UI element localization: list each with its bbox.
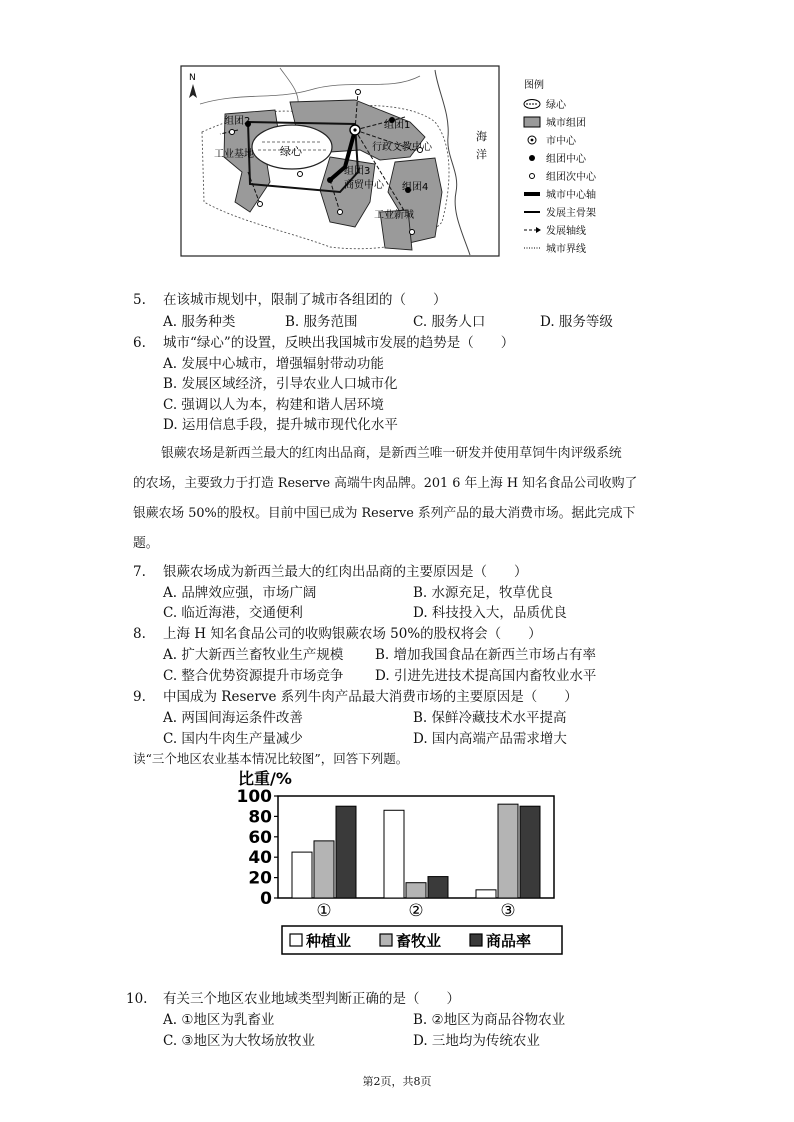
question-9-stem: 9. 中国成为 Reserve 系列牛肉产品最大消费市场的主要原因是（ ）: [133, 689, 578, 705]
label-group-3: 组团3: [344, 166, 371, 177]
bar-3-1: [476, 890, 496, 898]
q5-option-a[interactable]: A. 服务种类: [163, 314, 236, 330]
y-tick-label: 60: [248, 827, 272, 848]
legend-item: 城市组团: [546, 118, 586, 129]
q8-option-a[interactable]: A. 扩大新西兰畜牧业生产规模: [163, 647, 344, 663]
q5-option-d[interactable]: D. 服务等级: [540, 314, 613, 330]
y-axis-label: 比重/%: [238, 769, 292, 788]
legend-swatch-1: [290, 934, 302, 946]
y-tick-label: 100: [236, 787, 272, 807]
q10-option-b[interactable]: B. ②地区为商品谷物农业: [413, 1012, 566, 1028]
question-8-stem: 8. 上海 H 知名食品公司的收购银蕨农场 50%的股权将会（ ）: [133, 626, 542, 642]
group-subcenter-marker: [298, 172, 303, 177]
q6-option-b[interactable]: B. 发展区域经济，引导农业人口城市化: [163, 376, 398, 392]
label-industrial-base: 工业基地: [214, 149, 254, 160]
group-subcenter-marker: [230, 130, 235, 135]
legend-subcenter-icon: [530, 174, 535, 179]
reading-passage: 银蕨农场是新西兰最大的红肉出品商，是新西兰唯一研发并使用草饲牛肉评级系统 的农场，主要致力于打造 Reserve 高端牛肉品牌。201 6 年上海 H 知名食品公司收购了 银蕨农场 50%的股权。目前中国已成为 Reserve 系列产品的最大消费市场。据此完成下 题。: [133, 446, 638, 551]
q8-option-c[interactable]: C. 整合优势资源提升市场竞争: [163, 668, 344, 684]
bar-2-3: [428, 877, 448, 898]
bar-3-3: [520, 806, 540, 898]
legend-item: 绿心: [546, 100, 566, 111]
q8-option-b[interactable]: B. 增加我国食品在新西兰市场占有率: [375, 647, 597, 663]
bar-2-1: [384, 810, 404, 898]
question-7-stem: 7. 银蕨农场成为新西兰最大的红肉出品商的主要原因是（ ）: [133, 564, 528, 580]
page-footer: 第2页，共8页: [362, 1075, 432, 1088]
label-industrial-new-city: 工业新城: [374, 210, 414, 221]
y-tick-label: 0: [260, 889, 272, 909]
bar-1-2: [314, 841, 334, 898]
label-commerce-center: 商贸中心: [344, 180, 384, 191]
legend-group-icon: [524, 117, 540, 127]
q5-option-b[interactable]: B. 服务范围: [285, 314, 358, 330]
label-sea-2: 洋: [476, 148, 487, 161]
label-group-1: 组团1: [384, 120, 411, 131]
bar-3-2: [498, 804, 518, 898]
q7-option-b[interactable]: B. 水源充足，牧草优良: [413, 585, 554, 601]
legend-item: 城市界线: [546, 244, 586, 255]
legend-item: 组团次中心: [546, 172, 596, 183]
question-10-stem: 10. 有关三个地区农业地域类型判断正确的是（ ）: [126, 991, 460, 1007]
question-number: 8.: [133, 626, 146, 642]
q7-option-d[interactable]: D. 科技投入大，品质优良: [413, 605, 567, 621]
q9-option-c[interactable]: C. 国内牛肉生产量减少: [163, 731, 303, 747]
q8-option-d[interactable]: D. 引进先进技术提高国内畜牧业水平: [375, 668, 597, 684]
legend-label: 商品率: [486, 932, 532, 950]
question-number: 9.: [133, 689, 146, 705]
q9-option-d[interactable]: D. 国内高端产品需求增大: [413, 731, 567, 747]
category-label: ②: [408, 901, 424, 921]
q6-option-a[interactable]: A. 发展中心城市，增强辐射带动功能: [163, 356, 384, 372]
legend-title: 图例: [524, 80, 544, 91]
q10-option-c[interactable]: C. ③地区为大牧场放牧业: [163, 1033, 316, 1049]
legend-swatch-3: [470, 934, 482, 946]
group-center-marker: [327, 177, 333, 183]
category-label: ①: [316, 901, 332, 921]
legend-group-center-icon: [529, 155, 535, 161]
bar-1-1: [292, 852, 312, 898]
question-number: 10.: [126, 991, 148, 1007]
question-number: 6.: [133, 335, 146, 351]
q7-option-a[interactable]: A. 品牌效应强，市场广阔: [163, 585, 317, 601]
q5-option-c[interactable]: C. 服务人口: [413, 314, 486, 330]
q6-option-d[interactable]: D. 运用信息手段，提升城市现代化水平: [163, 417, 398, 433]
legend-item: 市中心: [546, 136, 576, 147]
category-label: ③: [500, 901, 516, 921]
label-group-4: 组团4: [402, 182, 429, 193]
map-legend: [524, 78, 597, 255]
legend-item: 组团中心: [546, 154, 586, 165]
y-tick-label: 80: [248, 807, 272, 828]
bar-2-2: [406, 883, 426, 898]
q10-option-d[interactable]: D. 三地均为传统农业: [413, 1033, 540, 1049]
green-core-label: 绿心: [280, 145, 302, 158]
bar-1-3: [336, 806, 356, 898]
label-admin-center: 行政文教中心: [372, 142, 432, 153]
q6-option-c[interactable]: C. 强调以人为本，构建和谐人居环境: [163, 397, 384, 413]
legend-item: 城市中心轴: [546, 190, 596, 201]
question-6-stem: 6. 城市“绿心”的设置，反映出我国城市发展的趋势是（ ）: [133, 335, 515, 351]
question-number: 7.: [133, 564, 146, 580]
question-5-stem: 5. 在该城市规划中，限制了城市各组团的（ ）: [133, 292, 447, 308]
label-sea-1: 海: [476, 130, 487, 143]
q9-option-a[interactable]: A. 两国间海运条件改善: [163, 710, 303, 726]
legend-label: 种植业: [306, 932, 352, 950]
group-subcenter-marker: [410, 230, 415, 235]
legend-label: 畜牧业: [396, 932, 442, 950]
north-label: N: [189, 73, 196, 83]
question-number: 5.: [133, 292, 146, 308]
y-tick-label: 20: [248, 868, 272, 889]
q9-option-b[interactable]: B. 保鲜冷藏技术水平提高: [413, 710, 567, 726]
legend-item: 发展轴线: [546, 226, 586, 237]
legend-swatch-2: [380, 934, 392, 946]
chart-intro: 读“三个地区农业基本情况比较图”，回答下列题。: [133, 751, 409, 766]
group-subcenter-marker: [258, 202, 263, 207]
group-subcenter-marker: [338, 210, 343, 215]
label-group-2: 组团2: [224, 116, 251, 127]
agriculture-comparison-chart: [220, 768, 570, 960]
city-plan-map: [180, 62, 620, 268]
q10-option-a[interactable]: A. ①地区为乳畜业: [163, 1012, 275, 1028]
group-subcenter-marker: [356, 90, 361, 95]
q7-option-c[interactable]: C. 临近海港，交通便利: [163, 605, 303, 621]
y-tick-label: 40: [248, 848, 272, 869]
legend-item: 发展主骨架: [546, 208, 596, 219]
